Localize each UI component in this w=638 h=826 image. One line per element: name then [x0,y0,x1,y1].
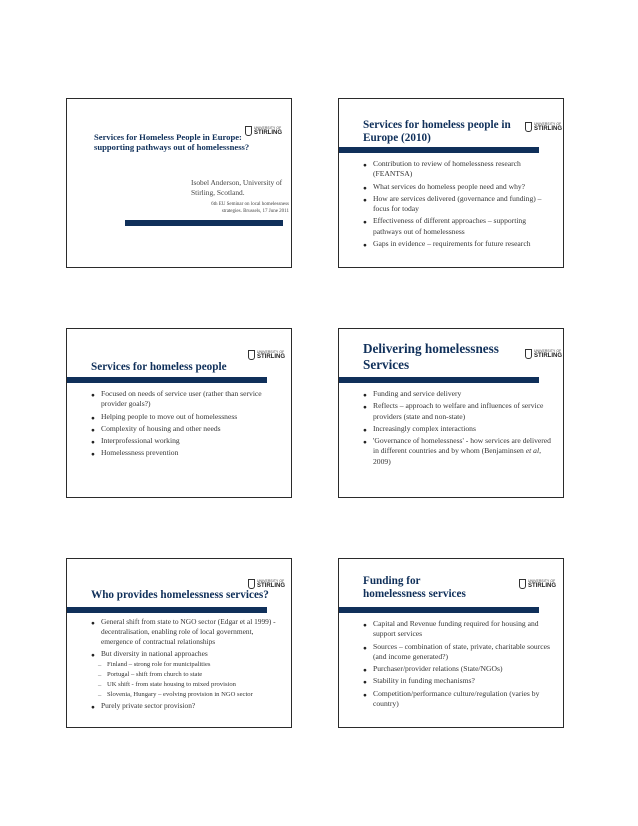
list-item: ● Contribution to review of homelessness research (FEANTSA) [363,159,553,180]
list-item: ● Helping people to move out of homelessness [91,412,281,422]
slide-5 [66,558,292,728]
slide-6 [338,558,564,728]
list-item: ● General shift from state to NGO sector (Edgar et al 1999) - decentralisation, enabling role of local government, emergence of contractual relationships [91,617,285,647]
slide-title: Who provides homelessness services? [91,589,269,601]
slide-title: Services for homeless people in Europe (2010) [363,119,511,145]
list-item: ● Purchaser/provider relations (State/NGOs) [363,664,553,674]
list-item: ● Stability in funding mechanisms? [363,676,553,686]
bullet-list [363,389,553,469]
bullet-list [91,389,281,461]
university-logo: UNIVERSITY OF STIRLING [525,349,557,363]
crest-icon [519,579,526,589]
list-item: ● Capital and Revenue funding required for housing and support services [363,619,553,640]
list-item: ● What services do homeless people need and why? [363,182,553,192]
sub-list-item: – Portugal – shift from church to state [91,671,285,680]
list-item: ● Gaps in evidence – requirements for future research [363,239,553,249]
crest-icon [245,126,252,136]
university-logo: UNIVERSITY OF STIRLING [519,579,551,593]
slide-4 [338,328,564,498]
list-item: ● How are services delivered (governance and funding) – focus for today [363,194,553,215]
slide-title: Funding for homelessness services [363,575,466,601]
slide-title: Delivering homelessness Services [363,341,499,372]
title-bar [125,220,283,226]
university-logo: UNIVERSITY OF STIRLING [525,122,557,136]
sub-list-item: – Finland – strong role for municipalities [91,661,285,670]
title-bar [67,607,267,613]
title-bar [67,377,267,383]
list-item: ● Reflects – approach to welfare and influences of service providers (state and non-state) [363,401,553,422]
list-item: ● Funding and service delivery [363,389,553,399]
list-item: ● But diversity in national approaches [91,649,285,659]
slide-2 [338,98,564,268]
slide-1 [66,98,292,268]
author-text: Isobel Anderson, University of Stirling, Scotland. [191,178,283,197]
bullet-list [91,617,285,712]
title-bar [339,607,539,613]
crest-icon [248,350,255,360]
slide-title: Services for Homeless People in Europe: supporting pathways out of homelessness? [94,132,250,153]
slide-3 [66,328,292,498]
university-logo: UNIVERSITY OF STIRLING [248,579,280,593]
list-item: ● Effectiveness of different approaches – supporting pathways out of homelessness [363,216,553,237]
bullet-list [363,619,553,711]
university-logo: UNIVERSITY OF STIRLING [248,350,280,364]
list-item: ● Purely private sector provision? [91,701,285,711]
list-item: ● Focused on needs of service user (rather than service provider goals?) [91,389,281,410]
university-logo: UNIVERSITY OF STIRLING [245,126,277,140]
crest-icon [525,122,532,132]
list-item: ● Complexity of housing and other needs [91,424,281,434]
bullet-list [363,159,553,251]
crest-icon [525,349,532,359]
title-bar [339,377,539,383]
sub-list-item: – UK shift - from state housing to mixed provision [91,681,285,690]
slide-title: Services for homeless people [91,361,227,373]
list-item: ● 'Governance of homelessness' - how services are delivered in different countries and by whom (Benjaminsen et al, 2009) [363,436,553,467]
list-item: ● Increasingly complex interactions [363,424,553,434]
list-item: ● Interprofessional working [91,436,281,446]
title-bar [339,147,539,153]
list-item: ● Competition/performance culture/regulation (varies by country) [363,689,553,710]
list-item: ● Homelessness prevention [91,448,281,458]
sub-list-item: – Slovenia, Hungary – evolving provision in NGO sector [91,691,285,700]
list-item: ● Sources – combination of state, private, charitable sources (and income generated?) [363,642,553,663]
crest-icon [248,579,255,589]
event-text: 6th EU Seminar on local homelessness strategies. Brussels, 17 June 2011 [211,202,289,214]
